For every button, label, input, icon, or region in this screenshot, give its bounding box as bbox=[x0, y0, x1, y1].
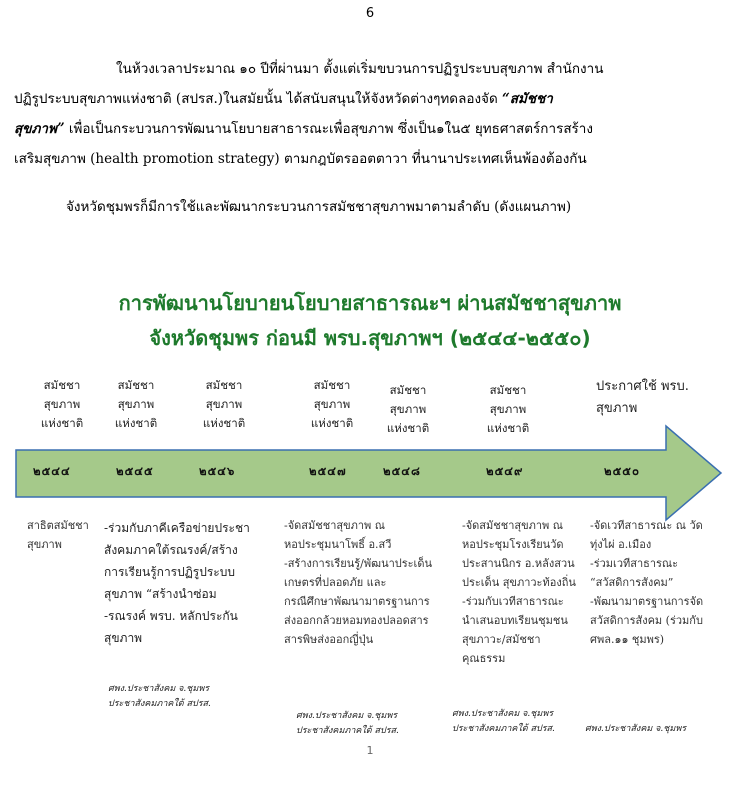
paragraph-line bbox=[14, 84, 664, 114]
page-number: 6 bbox=[365, 6, 375, 21]
timeline-heading: สมัชชา สุขภาพ แห่งชาติ bbox=[40, 378, 84, 430]
paragraph-text: เพื่อเป็นกระบวนการพัฒนานโยบายสาธารณะเพื่อสุขภาพ ซึ่งเป็น๑ใน๕ ยุทธศาสตร์การสร้าง bbox=[64, 121, 593, 137]
event-description: -จัดสมัชชาสุขภาพ ณ หอประชุมนาโพธิ์ อ.สวี -สร้างการเรียนรู้/พัฒนาประเด็น เกษตรที่ปลอดภัย และ กรณีศึกษาพัฒนามาตรฐานการ ส่งออกกล้วยหอมทองปลอดสาร สารพิษส่งออกญี่ปุ่น bbox=[284, 519, 432, 646]
paragraph-emphasis: “สมัชชา bbox=[502, 91, 553, 107]
paragraph-emphasis: สุขภาพ” bbox=[14, 121, 65, 137]
event-description: -จัดเวทีสาธารณะ ณ วัด ทุ่งไผ่ อ.เมือง -ร่วมเวทีสาธารณะ “สวัสดิการสังคม” -พัฒนามาตรฐานการจัด สวัสดิการสังคม (ร่วมกับ ศพล.๑๑ ชุมพร) bbox=[590, 519, 704, 646]
year-label: ๒๕๔๔ bbox=[33, 464, 71, 478]
year-label: ๒๕๔๘ bbox=[383, 464, 421, 478]
event-description: สาธิตสมัชชา สุขภาพ bbox=[27, 519, 89, 551]
diagram-note: จังหวัดชุมพรก็มีการใช้และพัฒนากระบวนการสมัชชาสุขภาพมาตามลำดับ (ดังแผนภาพ) bbox=[66, 199, 572, 215]
timeline-heading-act: ประกาศใช้ พรบ. สุขภาพ bbox=[596, 379, 689, 416]
year-label: ๒๕๔๙ bbox=[486, 464, 524, 478]
slide-number: 1 bbox=[366, 744, 374, 757]
timeline-heading: สมัชชา สุขภาพ แห่งชาติ bbox=[386, 383, 430, 435]
diagram-title-line2: จังหวัดชุมพร ก่อนมี พรบ.สุขภาพฯ (๒๕๔๔-๒๕๕๐) bbox=[149, 326, 591, 350]
source-credit: ศพง.ประชาสังคม จ.ชุมพร ประชาสังคมภาคใต้ สปรส. bbox=[452, 709, 555, 734]
paragraph-line bbox=[14, 114, 664, 144]
source-credit: ศพง.ประชาสังคม จ.ชุมพร ประชาสังคมภาคใต้ สปรส. bbox=[108, 684, 211, 709]
timeline-heading: สมัชชา สุขภาพ แห่งชาติ bbox=[202, 378, 246, 430]
event-description: -ร่วมกับภาคีเครือข่ายประชา สังคมภาคใต้รณรงค์/สร้าง การเรียนรู้การปฏิรูประบบ สุขภาพ “สร้างนำซ่อม -รณรงค์ พรบ. หลักประกัน สุขภาพ bbox=[104, 521, 250, 645]
timeline-heading: สมัชชา สุขภาพ แห่งชาติ bbox=[310, 378, 354, 430]
paragraph-line: ในห้วงเวลาประมาณ ๑๐ ปีที่ผ่านมา ตั้งแต่เริ่มขบวนการปฏิรูประบบสุขภาพ สำนักงาน bbox=[116, 61, 604, 77]
timeline-heading: สมัชชา สุขภาพ แห่งชาติ bbox=[114, 378, 158, 430]
paragraph-line: เสริมสุขภาพ (health promotion strategy) ตามกฎบัตรออตตาวา ที่นานาประเทศเห็นพ้องต้องกัน bbox=[14, 151, 587, 167]
source-credit: ศพง.ประชาสังคม จ.ชุมพร bbox=[585, 724, 687, 734]
year-label: ๒๕๔๕ bbox=[116, 464, 154, 478]
paragraph-text: ปฏิรูประบบสุขภาพแห่งชาติ (สปรส.)ในสมัยนั้น ได้สนับสนุนให้จังหวัดต่างๆทดลองจัด bbox=[14, 91, 503, 107]
event-description: -จัดสมัชชาสุขภาพ ณ หอประชุมโรงเรียนวัด ประสานนิกร อ.หลังสวน ประเด็น สุขภาวะท้องถิ่น -ร่วมกับเวทีสาธารณะ นำเสนอบทเรียนชุมชน สุขภาวะ/สมัชชา คุณธรรม bbox=[462, 519, 576, 665]
year-label: ๒๕๕๐ bbox=[604, 464, 641, 478]
timeline-heading: สมัชชา สุขภาพ แห่งชาติ bbox=[486, 383, 530, 435]
year-label: ๒๕๔๖ bbox=[199, 464, 236, 478]
source-credit: ศพง.ประชาสังคม จ.ชุมพร ประชาสังคมภาคใต้ สปรส. bbox=[296, 711, 399, 736]
diagram-title-line1: การพัฒนานโยบายนโยบายสาธารณะฯ ผ่านสมัชชาสุขภาพ bbox=[118, 291, 622, 315]
intro-paragraph bbox=[14, 54, 664, 174]
year-label: ๒๕๔๗ bbox=[309, 464, 347, 478]
